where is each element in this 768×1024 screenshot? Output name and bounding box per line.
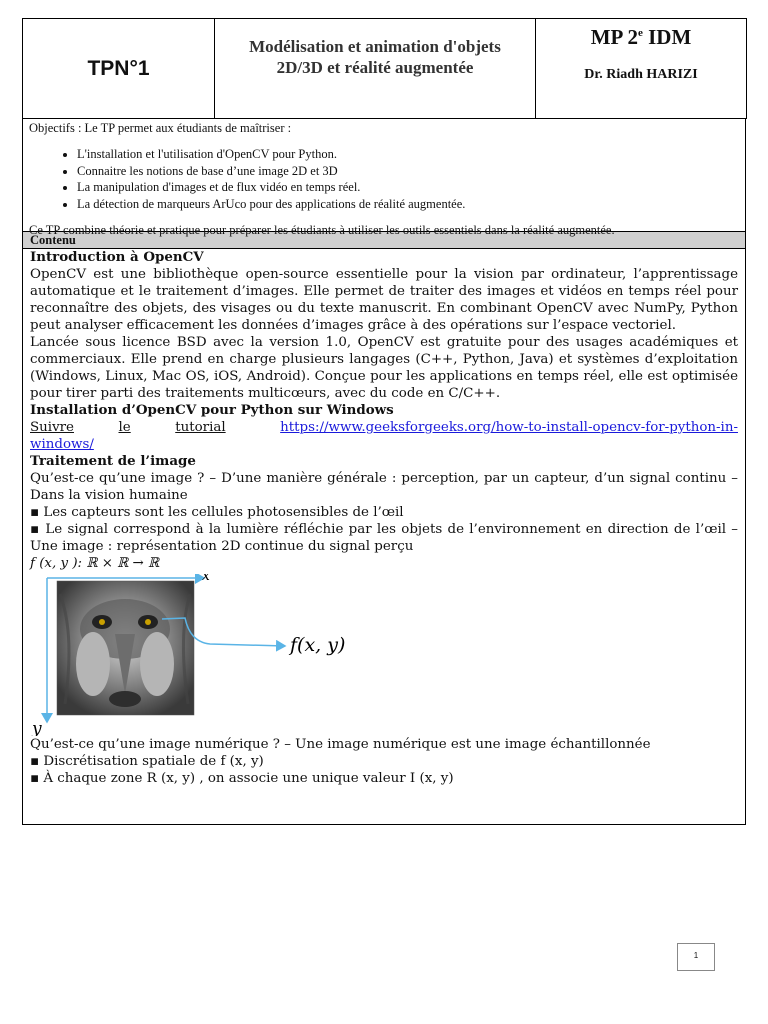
tutorial-link-continued[interactable]: windows/ [30, 437, 94, 452]
figure-svg [30, 574, 410, 736]
header-table [22, 18, 747, 119]
image-paragraph-3: ▪ Le signal correspond à la lumière réfléchie par les objets de l’environnement en direction de l’œil – Une image : représentation 2D continue du signal perçu [30, 522, 738, 554]
page-number: 1 [677, 943, 715, 971]
numeric-paragraph-3: ▪ À chaque zone R (x, y) , on associe une unique valeur I (x, y) [30, 771, 454, 786]
tutorial-link[interactable]: https://www.geeksforgeeks.org/how-to-install-opencv-for-python-in- [280, 420, 738, 435]
objectives-section [22, 119, 746, 237]
course-cell [215, 19, 536, 119]
document-page [22, 18, 746, 825]
content-section [22, 249, 746, 825]
numeric-paragraph-2: ▪ Discrétisation spatiale de f (x, y) [30, 754, 264, 769]
numeric-paragraph-1: Qu’est-ce qu’une image numérique ? – Une image numérique est une image échantillonnée [30, 737, 651, 752]
intro-paragraph-2: Lancée sous licence BSD avec la version 1.0, OpenCV est gratuite pour des usages académiques et commerciaux. Elle prend en charge plusieurs langages (C++, Python, Java) et systèmes d’exploitation (Windows, Linux, Mac OS, iOS, Android). Conçue pour les applications en temps réel, elle est optimisée pour tirer parti des traitements multicœurs, avec du code en C/C++. [30, 335, 738, 401]
objective-item: • Connaitre les notions de base d’une image 2D et 3D [77, 163, 739, 180]
suivre-word: Suivre [30, 420, 74, 435]
teacher-name: Dr. Riadh HARIZI [584, 67, 698, 82]
function-label: f(x, y) [290, 634, 346, 656]
intro-title: Introduction à OpenCV [30, 249, 204, 265]
y-axis-label: y [32, 719, 42, 736]
image-paragraph-2: ▪ Les capteurs sont les cellules photosensibles de l’œil [30, 505, 404, 520]
course-title-line1: Modélisation et animation d'objets [249, 37, 501, 56]
install-title: Installation d’OpenCV pour Python sur Windows [30, 402, 394, 418]
tutorial-line [30, 419, 738, 436]
image-paragraph-1: Qu’est-ce qu’une image ? – D’une manière générale : perception, par un capteur, d’un signal continu – Dans la vision humaine [30, 471, 738, 503]
function-definition: f (x, y ): ℝ × ℝ → ℝ [30, 556, 160, 571]
x-axis-label: x [202, 574, 210, 584]
tpn-title: TPN°1 [87, 56, 150, 80]
image-processing-title: Traitement de l’image [30, 453, 196, 469]
objective-item: • La détection de marqueurs ArUco pour des applications de réalité augmentée. [77, 196, 739, 213]
objective-item: • L'installation et l'utilisation d'OpenCV pour Python. [77, 146, 739, 163]
objectives-intro: Objectifs : Le TP permet aux étudiants de maîtriser : [29, 121, 292, 135]
course-title-line2: 2D/3D et réalité augmentée [276, 58, 474, 77]
baboon-image [57, 581, 194, 715]
objectives-conclusion: Ce TP combine théorie et pratique pour préparer les étudiants à utiliser les outils essentiels dans la réalité augmentée. [29, 223, 615, 237]
image-function-figure [30, 574, 738, 736]
class-cell [536, 19, 747, 119]
le-word: le [118, 420, 131, 435]
objectives-list [29, 146, 739, 212]
tutorial-word: tutorial [175, 420, 226, 435]
tpn-cell [23, 19, 215, 119]
contenu-header: Contenu [22, 232, 746, 249]
intro-paragraph-1: OpenCV est une bibliothèque open-source essentielle pour la vision par ordinateur, l’apprentissage automatique et le traitement d’images. Elle permet de traiter des images et vidéos en temps réel pour reconnaître des objets, des visages ou du texte manuscrit. En combinant OpenCV avec NumPy, Python peut analyser efficacement les données d’images grâce à des opérations sur l’espace vectoriel. [30, 267, 738, 333]
objective-item: • La manipulation d'images et de flux vidéo en temps réel. [77, 179, 739, 196]
class-label: MP 2e IDM [590, 25, 692, 49]
